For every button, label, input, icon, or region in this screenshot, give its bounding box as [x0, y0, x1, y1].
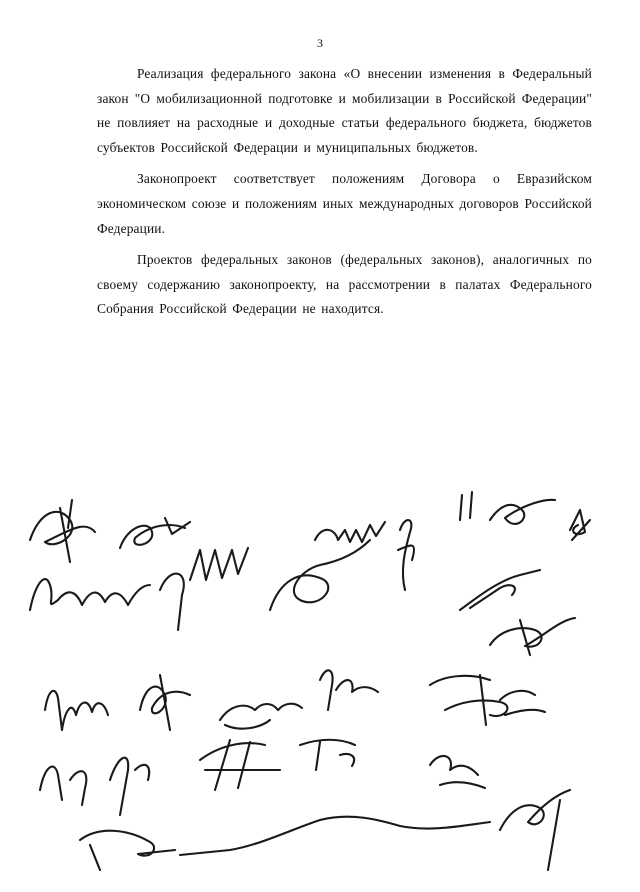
paragraph-treaty-compliance: Законопроект соответствует положениям Договора о Евразийском экономическом союзе и положениям иных международных договоров Российской Федерации.: [97, 171, 592, 236]
signature-22: [430, 756, 485, 788]
signature-3: [315, 522, 385, 542]
signature-6: [570, 510, 590, 540]
signature-19: [110, 758, 149, 815]
signature-1: [30, 500, 95, 562]
signature-2: [120, 518, 190, 548]
signature-10: [460, 570, 540, 610]
document-body: [97, 62, 592, 329]
signature-12: [45, 691, 108, 730]
signature-4: [398, 520, 414, 590]
signature-9: [270, 540, 370, 610]
signature-18: [40, 767, 86, 805]
signature-16: [430, 675, 507, 725]
signature-14: [220, 704, 302, 729]
signature-5: [460, 492, 555, 524]
signature-7: [30, 579, 150, 610]
signature-15: [320, 670, 378, 710]
signature-21: [300, 740, 355, 770]
signature-11: [490, 618, 575, 655]
signatures-block: [0, 470, 640, 892]
signature-13: [140, 675, 190, 730]
signature-20: [200, 740, 280, 790]
signature-8: [160, 548, 248, 630]
signature-24: [500, 790, 570, 870]
signature-23: [80, 817, 490, 870]
paragraph-similar-bills: Проектов федеральных законов (федеральных законов), аналогичных по своему содержанию законопроекту, на рассмотрении в палатах Федерального Собрания Российской Федерации не находится.: [97, 252, 592, 317]
paragraph-budget-impact: Реализация федерального закона «О внесении изменения в Федеральный закон "О мобилизационной подготовке и мобилизации в Российской Федерации" не повлияет на расходные и доходные статьи федерального бюджета, бюджетов субъектов Российской Федерации и муниципальных бюджетов.: [97, 66, 592, 155]
page-number: 3: [317, 36, 323, 50]
